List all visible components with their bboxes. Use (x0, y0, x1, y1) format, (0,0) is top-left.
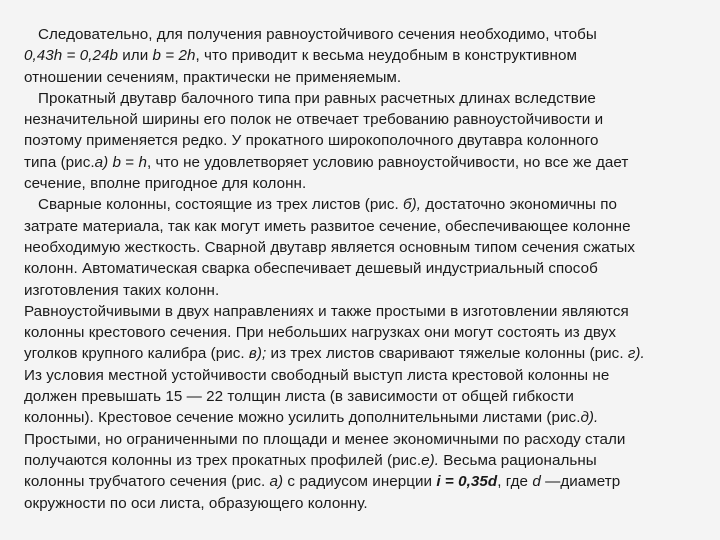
text-segment: типа (рис. (24, 153, 95, 171)
text-segment: должен превышать 15 — 22 толщин листа (в зависимости от общей гибкости (24, 388, 574, 406)
text-segment: б), (403, 196, 422, 214)
text-line (24, 216, 704, 237)
text-segment: b (109, 47, 118, 65)
text-segment: h (53, 47, 63, 65)
text-segment: г). (627, 345, 645, 363)
text-line (24, 471, 704, 492)
text-segment: получаются колонны из трех прокатных профилей (рис. (24, 451, 422, 469)
text-segment: незначительной ширины его полок не отвечает требованию равноустойчивости и (24, 111, 604, 129)
text-line (24, 130, 704, 151)
body-text (24, 24, 704, 514)
text-segment: а) (94, 153, 109, 171)
text-segment: е). (421, 451, 439, 469)
text-line (24, 493, 704, 514)
text-line (24, 45, 704, 66)
text-segment: h (138, 153, 147, 171)
text-line (24, 322, 704, 343)
text-segment: в); (248, 345, 267, 363)
text-segment: Прокатный двутавр балочного типа при равных расчетных длинах вследствие (38, 89, 596, 107)
text-segment: а) (269, 473, 284, 491)
text-segment: поэтому применяется редко. У прокатного широкополочного двутавра колонного (24, 132, 599, 150)
text-segment: b (112, 153, 122, 171)
text-segment: Равноустойчивыми в двух направлениях и также простыми в изготовлении являются (24, 302, 629, 320)
text-line (24, 24, 704, 45)
text-segment: колонны крестового сечения. При небольших нагрузках они могут состоять из двух (24, 324, 616, 342)
text-segment: колонны). Крестовое сечение можно усилить дополнительными листами (рис. (24, 409, 581, 427)
text-segment: = 0,24 (62, 47, 110, 65)
text-segment: или (117, 47, 153, 65)
text-segment: уголков крупного калибра (рис. (24, 345, 249, 363)
text-segment: Сварные колонны, состоящие из трех листов (рис. (38, 196, 404, 214)
text-line (24, 407, 704, 428)
text-line (24, 301, 704, 322)
text-line (24, 173, 704, 194)
text-segment: необходимую жесткость. Сварной двутавр является основным типом сечения сжатых (24, 238, 635, 256)
text-segment: колонны трубчатого сечения (рис. (24, 473, 270, 491)
text-line (24, 280, 704, 301)
text-segment: из трех листов сваривают тяжелые колонны (рис. (266, 345, 628, 363)
text-segment: b (152, 47, 162, 65)
text-line (24, 386, 704, 407)
text-segment: , что приводит к весьма неудобным в конструктивном (195, 47, 577, 65)
text-segment: —диаметр (540, 473, 621, 491)
text-line (24, 152, 704, 173)
text-segment: колонн. Автоматическая сварка обеспечивает дешевый индустриальный способ (24, 260, 598, 278)
text-segment: 0,43 (24, 47, 54, 65)
text-line (24, 365, 704, 386)
text-line (24, 237, 704, 258)
text-line (24, 343, 704, 364)
text-segment: окружности по оси листа, образующего колонну. (24, 494, 368, 512)
text-segment: Простыми, но ограниченными по площади и менее экономичными по расходу стали (24, 430, 626, 448)
text-segment: h (186, 47, 196, 65)
text-segment: с радиусом инерции (283, 473, 437, 491)
text-segment: Следовательно, для получения равноустойчивого сечения необходимо, чтобы (38, 26, 597, 43)
text-segment: , где (497, 473, 533, 491)
text-segment: i = 0,35d (436, 473, 498, 491)
text-segment: , что не удовлетворяет условию равноустойчивости, но все же дает (147, 153, 629, 171)
text-line (24, 194, 704, 215)
text-segment: изготовления таких колонн. (24, 281, 220, 299)
text-segment: Весьма рациональны (438, 451, 597, 469)
text-segment: Из условия местной устойчивости свободный выступ листа крестовой колонны не (24, 366, 610, 384)
text-line (24, 109, 704, 130)
text-line (24, 258, 704, 279)
text-segment: д). (580, 409, 599, 427)
text-line (24, 429, 704, 450)
text-line (24, 450, 704, 471)
text-line (24, 88, 704, 109)
text-segment: отношении сечениям, практически не применяемым. (24, 68, 402, 86)
text-line (24, 67, 704, 88)
text-segment: затрате материала, так как могут иметь развитое сечение, обеспечивающее колонне (24, 217, 631, 235)
text-segment: достаточно экономичны по (421, 196, 618, 214)
text-segment: = 2 (161, 47, 187, 65)
text-segment: сечение, вполне пригодное для колонн. (24, 175, 307, 193)
text-segment: = (121, 153, 139, 171)
text-segment: d (532, 473, 541, 491)
